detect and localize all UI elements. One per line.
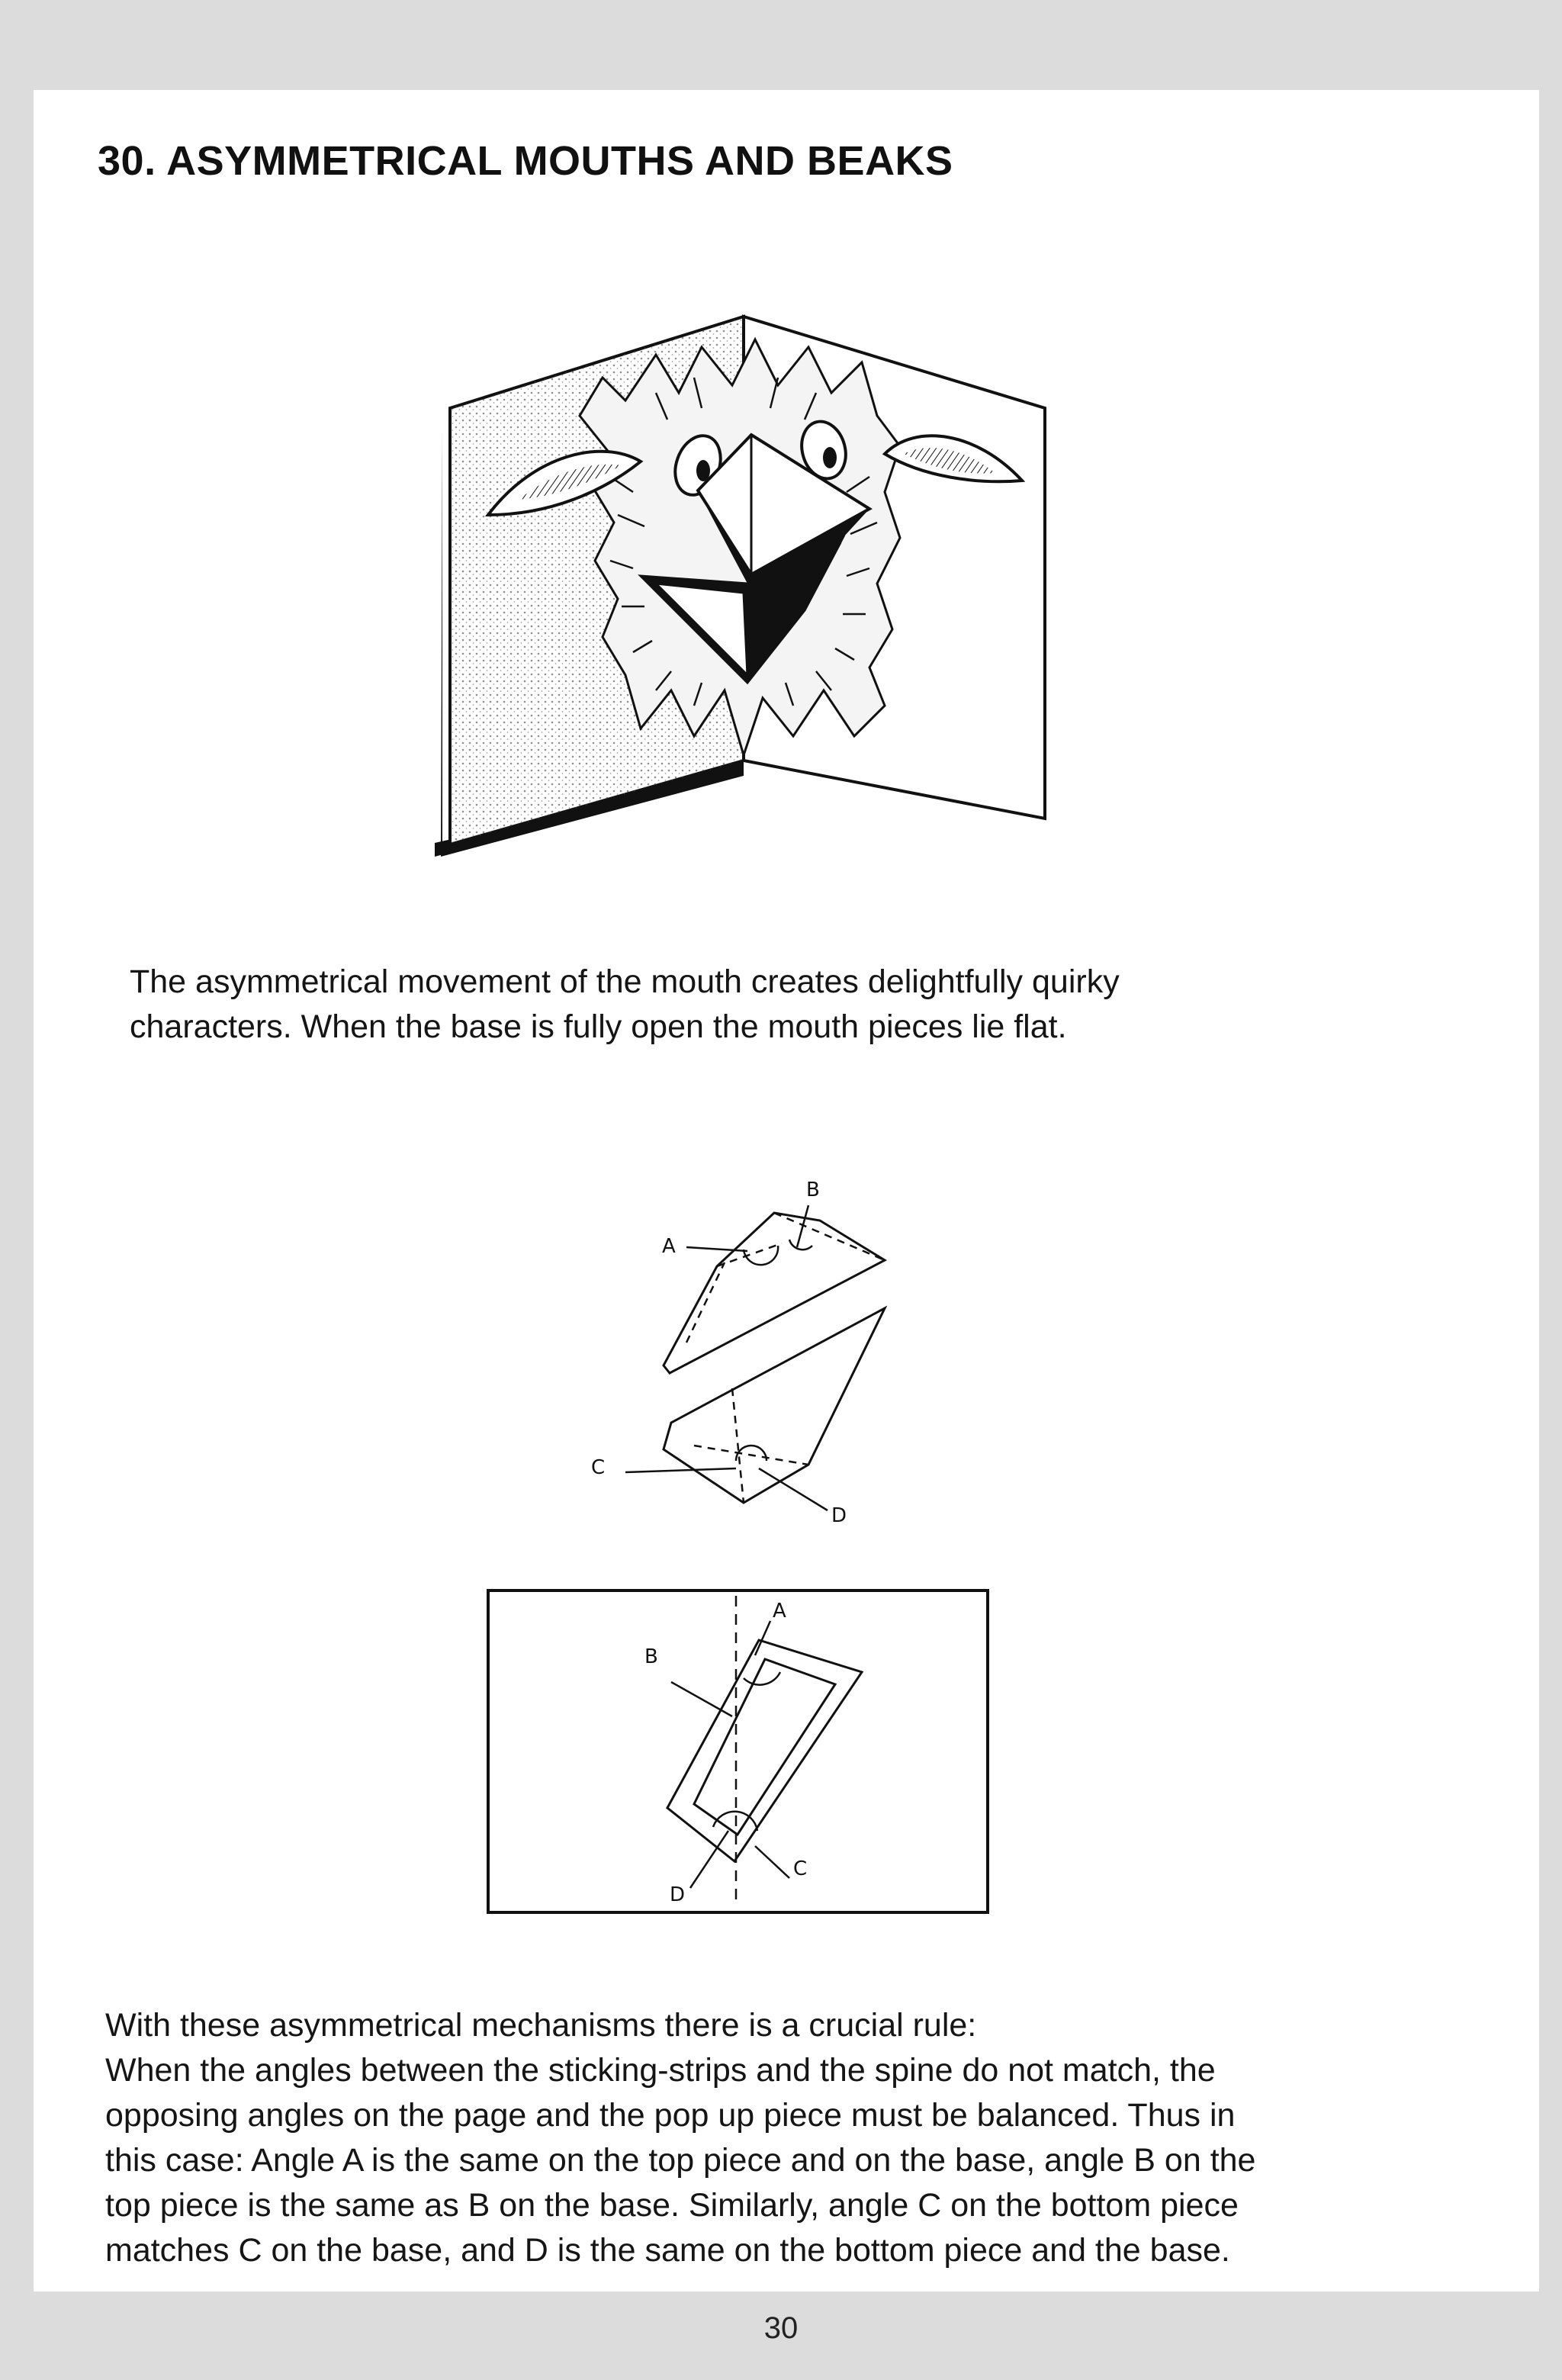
intro-paragraph <box>130 960 1319 1050</box>
label-b: B <box>806 1179 820 1201</box>
rule-line: When the angles between the sticking-strips and the spine do not match, the <box>105 2052 1216 2089</box>
base-card <box>488 1590 988 1912</box>
label-d: D <box>831 1504 847 1527</box>
base-label-d: D <box>670 1883 686 1906</box>
base-diagram <box>484 1587 995 1922</box>
intro-line: The asymmetrical movement of the mouth creates delightfully quirky <box>130 963 1120 1000</box>
base-label-a: A <box>773 1600 786 1623</box>
rule-line: this case: Angle A is the same on the top piece and on the base, angle B on the <box>105 2142 1256 2179</box>
rule-line: opposing angles on the page and the pop up piece must be balanced. Thus in <box>105 2097 1236 2134</box>
page-number: 30 <box>763 2311 799 2345</box>
rule-line: With these asymmetrical mechanisms there is a crucial rule: <box>105 2007 977 2044</box>
rule-line: top piece is the same as B on the base. Similarly, angle C on the bottom piece <box>105 2187 1239 2224</box>
intro-line: characters. When the base is fully open the mouth pieces lie flat. <box>130 1008 1067 1045</box>
label-c: C <box>591 1456 606 1479</box>
label-a: A <box>662 1235 676 1258</box>
base-label-b: B <box>644 1645 658 1668</box>
mouth-pieces-diagram <box>580 1159 915 1533</box>
page-title: 30. ASYMMETRICAL MOUTHS AND BEAKS <box>98 138 953 184</box>
rule-line: matches C on the base, and D is the same on the bottom piece and the base. <box>105 2232 1230 2269</box>
base-label-c: C <box>793 1857 808 1880</box>
popup-bird-illustration <box>427 309 1053 858</box>
rule-paragraph <box>105 2003 1417 2273</box>
